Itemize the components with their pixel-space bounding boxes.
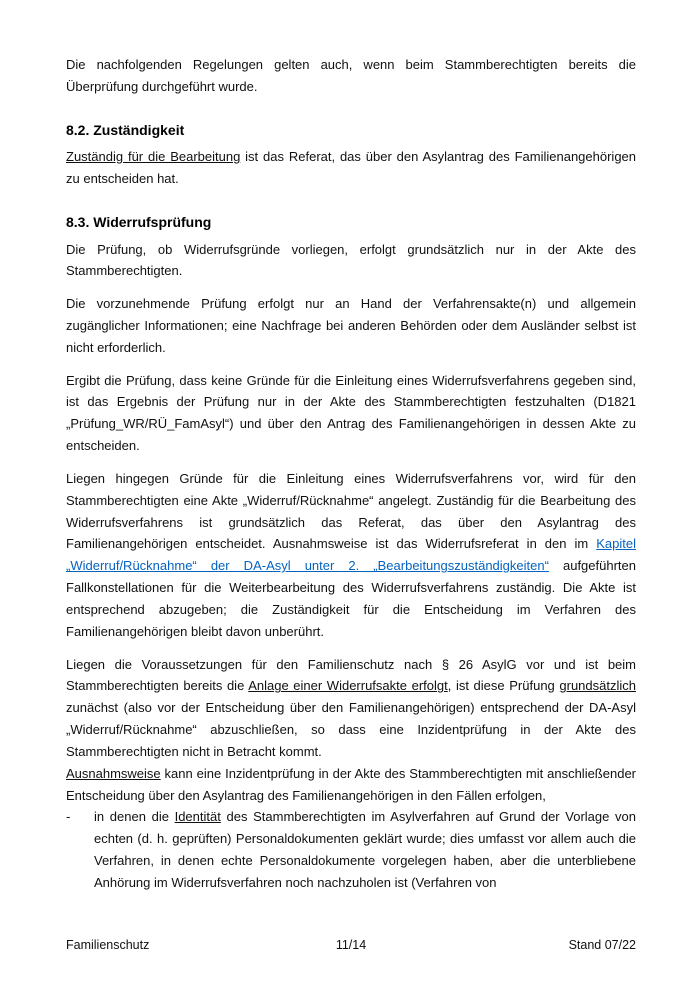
underlined-phrase-grundsaetzlich: grundsätzlich [559,678,636,694]
text-segment: , ist diese Prüfung [447,678,560,694]
text-segment: in denen die [94,809,175,825]
text-segment: aufgeführten Fallkonstellationen für die Weiterbearbeitung des Widerrufsverfahrens zuständig. Die Akte ist entsprechend abzugeben; die Zuständigkeit für die Entscheidung im Verfahren des Familienangehörigen bleibt davon unberührt. [66,558,636,639]
paragraph-voraussetzungen-familienschutz [66,654,636,763]
list-item-identitaet [66,806,636,893]
footer-version-date: Stand 07/22 [568,938,636,952]
underlined-phrase-identitaet: Identität [174,809,221,825]
bullet-marker: - [66,809,71,825]
text-segment: ist das Referat, das über den Asylantrag des Familienangehörigen zu entscheiden hat. [66,149,637,187]
bullet-text [94,806,636,893]
link-kapitel-widerruf-ruecknahme[interactable]: Kapitel „Widerruf/Rücknahme“ der DA-Asyl unter 2. „Bearbeitungszuständigkeiten“ [66,536,636,574]
underlined-phrase-ausnahmsweise: Ausnahmsweise [66,765,161,781]
footer-page-number: 11/14 [335,938,367,952]
paragraph-zustaendigkeit [66,146,636,190]
paragraph-ausnahmsweise [66,763,636,807]
intro-paragraph: Die nachfolgenden Regelungen gelten auch, wenn beim Stammberechtigten bereits die Überprüfung durchgeführt wurde. [66,57,636,94]
footer-document-title: Familienschutz [66,938,150,952]
paragraph-widerrufsverfahren [66,468,636,643]
text-segment: des Stammberechtigten im Asylverfahren auf Grund der Vorlage von echten (d. h. geprüften) Personaldokumenten geklärt wurde; dies umfasst vor allem auch die Verfahren, in denen echte Personaldokumente vorgelegen haben, aber die unterbliebene Anhörung im Widerrufsverfahren noch nachzuholen ist (Verfahren von [94,809,636,890]
paragraph-keine-gruende: Ergibt die Prüfung, dass keine Gründe für die Einleitung eines Widerrufsverfahrens gegeben sind, ist das Ergebnis der Prüfung nur in der Akte des Stammberechtigten festzuhalten (D1821 „Prüfung_WR/RÜ_FamAsyl“) und über den Antrag des Familienangehörigen in dessen Akte zu entscheiden. [66,372,636,454]
text-segment: Liegen die Voraussetzungen für den Familienschutz nach § 26 AsylG vor und ist beim Stammberechtigten bereits die [66,656,636,694]
section-heading-8-3: 8.3. Widerrufsprüfung [66,213,212,230]
text-segment: Liegen hingegen Gründe für die Einleitung eines Widerrufsverfahrens vor, wird für den Stammberechtigten eine Akte „Widerruf/Rücknahme“ angelegt. Zuständig für die Bearbeitung des Widerrufsverfahrens ist grundsätzlich das Referat, das über den Asylantrag des Familienangehörigen entscheidet. Ausnahmsweise ist das Widerrufsreferat in den im [66,470,636,552]
underlined-phrase-zustaendig: Zuständig für die Bearbeitung [66,149,241,165]
paragraph-vorzunehmende-pruefung: Die vorzunehmende Prüfung erfolgt nur an Hand der Verfahrensakte(n) und allgemein zugänglicher Informationen; eine Nachfrage bei anderen Behörden oder dem Ausländer selbst ist nicht erforderlich. [66,296,636,355]
underlined-phrase-widerrufsakte: Anlage einer Widerrufsakte erfolgt [248,678,448,694]
text-segment: zunächst (also vor der Entscheidung über den Familienangehörigen) entsprechend der DA-Asyl „Widerruf/Rücknahme“ abzuschließen, so dass eine Inzidentprüfung in der Akte des Stammberechtigten nicht in Betracht kommt. [66,700,636,759]
paragraph-pruefung-grundsatz: Die Prüfung, ob Widerrufsgründe vorliegen, erfolgt grundsätzlich nur in der Akte des Stammberechtigten. [66,241,636,279]
text-segment: kann eine Inzidentprüfung in der Akte des Stammberechtigten mit anschließender Entscheidung über den Asylantrag des Familienangehörigen in den Fällen erfolgen, [66,765,636,803]
page-footer [66,938,636,952]
section-heading-8-2: 8.2. Zuständigkeit [66,121,185,138]
